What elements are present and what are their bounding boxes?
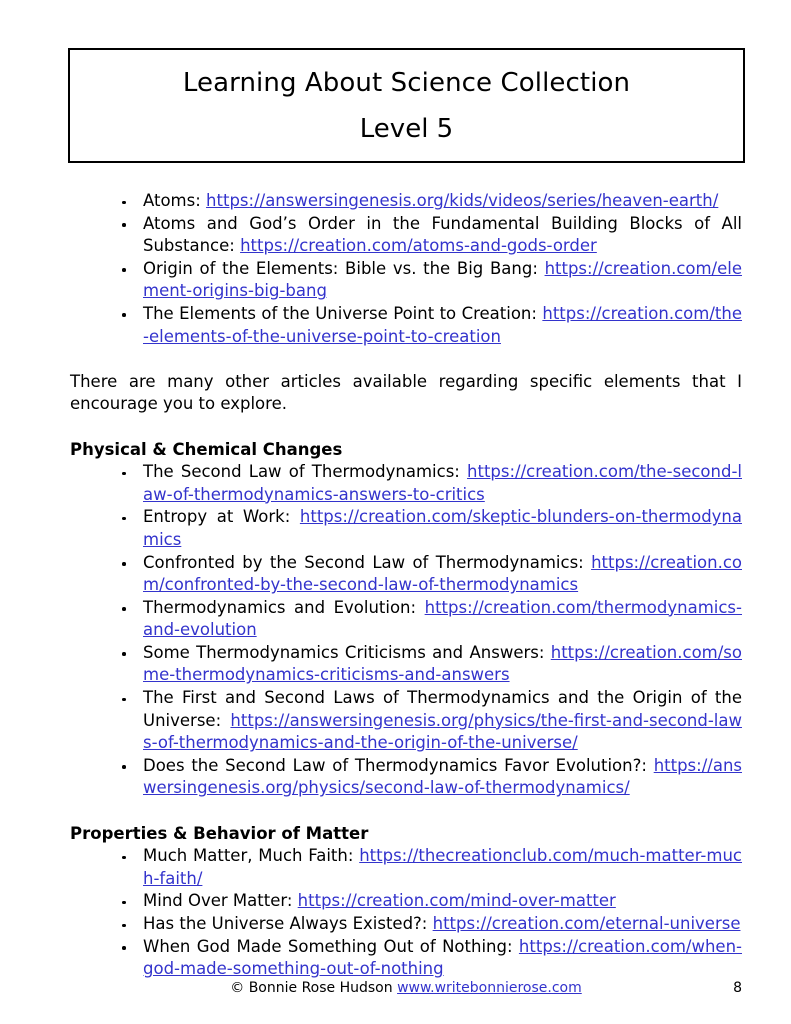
spacer	[70, 348, 742, 371]
list-item-label: Does the Second Law of Thermodynamics Favor Evolution?:	[143, 755, 654, 775]
list-item-label: Atoms and God’s Order in the Fundamental Building Blocks of All Substance:	[143, 213, 742, 256]
list-item	[70, 890, 742, 913]
page-number: 8	[733, 980, 742, 996]
list-item-link[interactable]: https://creation.com/the-elements-of-the-universe-point-to-creation	[143, 303, 742, 346]
section-1-link-list	[70, 461, 742, 800]
list-item-label: Atoms:	[143, 191, 207, 210]
copyright-text: © Bonnie Rose Hudson	[230, 980, 398, 996]
list-item-label: Mind Over Matter:	[143, 891, 298, 911]
list-item	[70, 845, 742, 890]
intro-paragraph: There are many other articles available regarding specific elements that I encourage you to explore.	[70, 371, 742, 414]
list-item-link[interactable]: https://thecreationclub.com/much-matter-much-faith/	[143, 846, 742, 888]
list-item-link[interactable]: https://creation.com/element-origins-big-bang	[143, 258, 742, 301]
list-item-link[interactable]: https://creation.com/thermodynamics-and-evolution	[143, 597, 742, 640]
list-item	[70, 190, 742, 213]
list-item-link[interactable]: https://creation.com/some-thermodynamics-criticisms-and-answers	[143, 642, 742, 685]
list-item-label: The First and Second Laws of Thermodynamics and the Origin of the Universe:	[143, 688, 742, 730]
list-item-label: Entropy at Work:	[143, 507, 300, 527]
list-item-link[interactable]: https://creation.com/eternal-universe	[432, 914, 741, 933]
list-item-label: Confronted by the Second Law of Thermodynamics:	[143, 552, 592, 572]
page-title: Learning About Science Collection	[182, 67, 631, 98]
title-box	[68, 48, 745, 163]
list-item-link[interactable]: https://answersingenesis.org/kids/videos/series/heaven-earth/	[206, 191, 719, 210]
list-item-label: Much Matter, Much Faith:	[143, 846, 360, 866]
list-item-label: Thermodynamics and Evolution:	[143, 597, 425, 617]
list-item	[70, 642, 742, 687]
list-item-label: The Elements of the Universe Point to Creation:	[143, 303, 543, 323]
list-item	[70, 506, 742, 551]
section-heading-properties-behavior-of-matter: Properties & Behavior of Matter	[70, 823, 369, 843]
spacer	[70, 800, 742, 823]
list-item-link[interactable]: https://creation.com/skeptic-blunders-on-thermodynamics	[143, 507, 742, 549]
document-body	[70, 190, 742, 981]
list-item-label: Some Thermodynamics Criticisms and Answers:	[143, 642, 551, 662]
list-item-link[interactable]: https://creation.com/when-god-made-something-out-of-nothing	[143, 936, 742, 979]
list-item-link[interactable]: https://answersingenesis.org/physics/the-first-and-second-laws-of-thermodynamics-and-the-origin-of-the-universe/	[143, 710, 742, 753]
list-item-link[interactable]: https://creation.com/confronted-by-the-second-law-of-thermodynamics	[143, 552, 742, 595]
list-item-link[interactable]: https://answersingenesis.org/physics/second-law-of-thermodynamics/	[143, 755, 742, 798]
list-item-link[interactable]: https://creation.com/the-second-law-of-thermodynamics-answers-to-critics	[143, 462, 742, 504]
list-item	[70, 258, 742, 303]
list-item-link[interactable]: https://creation.com/atoms-and-gods-order	[240, 236, 597, 256]
intro-link-list	[70, 190, 742, 348]
list-item	[70, 936, 742, 981]
list-item-label: Origin of the Elements: Bible vs. the Big Bang:	[143, 258, 545, 278]
page-subtitle: Level 5	[359, 113, 454, 144]
list-item-label: Has the Universe Always Existed?:	[143, 914, 433, 933]
list-item	[70, 687, 742, 755]
section-heading-physical-chemical-changes: Physical & Chemical Changes	[70, 439, 343, 459]
list-item	[70, 755, 742, 800]
list-item	[70, 461, 742, 506]
list-item-label: The Second Law of Thermodynamics:	[143, 462, 468, 482]
list-item	[70, 597, 742, 642]
footer-copyright	[70, 977, 742, 999]
section-2-link-list	[70, 845, 742, 981]
footer-site-link[interactable]: www.writebonnierose.com	[397, 980, 582, 996]
list-item	[70, 552, 742, 597]
list-item-label: When God Made Something Out of Nothing:	[143, 936, 519, 956]
list-item	[70, 913, 742, 936]
spacer	[70, 416, 742, 439]
page-footer	[70, 977, 742, 999]
list-item	[70, 303, 742, 348]
list-item-link[interactable]: https://creation.com/mind-over-matter	[297, 891, 616, 911]
list-item	[70, 213, 742, 258]
